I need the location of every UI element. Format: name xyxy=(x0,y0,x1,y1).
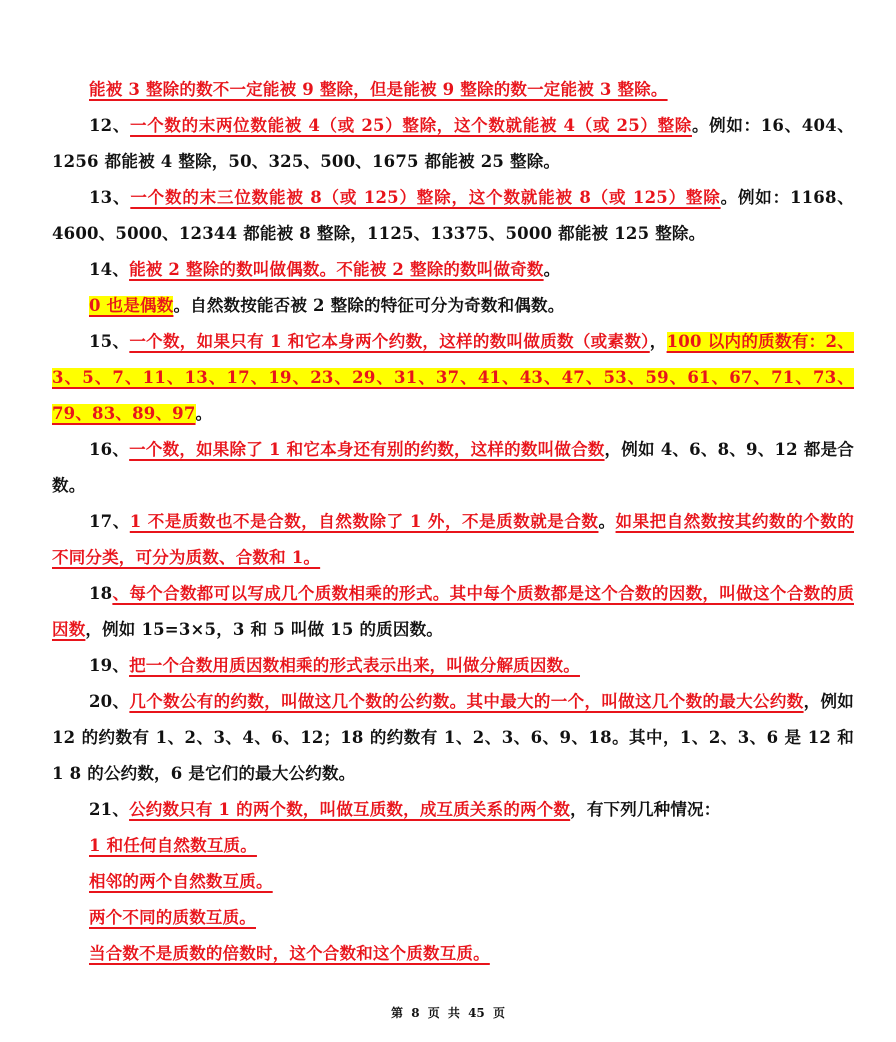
case-item-1 xyxy=(52,828,854,864)
case-item-3 xyxy=(52,900,854,936)
red-underlined-text: 一个数，如果除了 1 和它本身还有别的约数，这样的数叫做合数 xyxy=(129,440,605,459)
item-number: 18 xyxy=(89,584,113,603)
body-text: 。 xyxy=(598,512,616,531)
red-underlined-text: 两个不同的质数互质。 xyxy=(89,908,256,927)
paragraph-14b xyxy=(52,288,854,324)
paragraph-14 xyxy=(52,252,854,288)
body-text: 。 xyxy=(543,260,561,279)
paragraph-17 xyxy=(52,504,854,576)
item-number: 20、 xyxy=(89,692,130,711)
red-underlined-text: 能被 3 整除的数不一定能被 9 整除，但是能被 9 整除的数一定能被 3 整除。 xyxy=(89,80,668,99)
item-number: 14、 xyxy=(89,260,130,279)
paragraph-12 xyxy=(52,108,854,180)
item-number: 15、 xyxy=(89,332,130,351)
red-underlined-text: 一个数的末三位数能被 8（或 125）整除，这个数就能被 8（或 125）整除 xyxy=(130,188,721,207)
red-underlined-text: 1 不是质数也不是合数，自然数除了 1 外，不是质数就是合数 xyxy=(129,512,599,531)
red-underlined-text: 一个数，如果只有 1 和它本身两个约数，这样的数叫做质数（或素数） xyxy=(129,332,650,351)
red-underlined-text: 几个数公有的约数，叫做这几个数的公约数。其中最大的一个，叫做这几个数的最大公约数 xyxy=(129,692,804,711)
body-text: ，例如 12 的约数有 1、2、3、4、6、12；18 的约数有 1、2、3、6、9、18。其中，1、2、3、6 是 12 和 1 8 的公约数，6 是它们的最大公约数。 xyxy=(52,692,855,783)
highlighted-red-text: 100 以内的质数有：2、3、5、7、11、13、17、19、23、29、31、37、41、43、47、53、59、61、67、71、73、79、83、89、97 xyxy=(52,332,854,423)
red-underlined-text: 一个数的末两位数能被 4（或 25）整除，这个数就能被 4（或 25）整除 xyxy=(130,116,692,135)
item-number: 13、 xyxy=(89,188,131,207)
case-item-2 xyxy=(52,864,854,900)
red-underlined-text: 如果把自然数按其约数的个数的不同分类，可分为质数、合数和 1。 xyxy=(52,512,854,567)
item-number: 12、 xyxy=(89,116,131,135)
red-underlined-text: 、每个合数都可以写成几个质数相乘的形式。其中每个质数都是这个合数的因数，叫做这个合数的质因数 xyxy=(52,584,854,639)
item-number: 17、 xyxy=(89,512,130,531)
paragraph-21 xyxy=(52,792,854,828)
paragraph-11-tail xyxy=(52,72,854,108)
body-text: 。例如：1168、4600、5000、12344 都能被 8 整除，1125、13375、5000 都能被 125 整除。 xyxy=(52,188,854,243)
paragraph-19 xyxy=(52,648,854,684)
item-number: 21、 xyxy=(89,800,130,819)
body-text: ，例如 4、6、8、9、12 都是合数。 xyxy=(52,440,854,495)
red-underlined-text: 把一个合数用质因数相乘的形式表示出来，叫做分解质因数。 xyxy=(129,656,580,675)
paragraph-20 xyxy=(52,684,854,792)
red-underlined-text: 1 和任何自然数互质。 xyxy=(89,836,257,855)
body-text: 。例如：16、404、1256 都能被 4 整除，50、325、500、1675 都能被 25 整除。 xyxy=(52,116,855,171)
red-underlined-text: 当合数不是质数的倍数时，这个合数和这个质数互质。 xyxy=(89,944,490,963)
body-text: ，例如 15=3×5，3 和 5 叫做 15 的质因数。 xyxy=(85,620,443,639)
red-underlined-text: 公约数只有 1 的两个数，叫做互质数，成互质关系的两个数 xyxy=(129,800,571,819)
paragraph-16 xyxy=(52,432,854,504)
body-text: ， xyxy=(649,332,667,351)
paragraph-15 xyxy=(52,324,854,432)
page-footer: 第 8 页 共 45 页 xyxy=(391,1006,505,1020)
body-text: 。 xyxy=(195,404,213,423)
paragraph-18 xyxy=(52,576,854,648)
body-text: 。自然数按能否被 2 整除的特征可分为奇数和偶数。 xyxy=(173,296,565,315)
case-item-4 xyxy=(52,936,854,972)
red-underlined-text: 能被 2 整除的数叫做偶数。不能被 2 整除的数叫做奇数 xyxy=(129,260,544,279)
paragraph-13 xyxy=(52,180,854,252)
item-number: 19、 xyxy=(89,656,130,675)
item-number: 16、 xyxy=(89,440,130,459)
body-text: ，有下列几种情况： xyxy=(570,800,721,819)
highlighted-red-text: 0 也是偶数 xyxy=(89,296,174,315)
red-underlined-text: 相邻的两个自然数互质。 xyxy=(89,872,273,891)
